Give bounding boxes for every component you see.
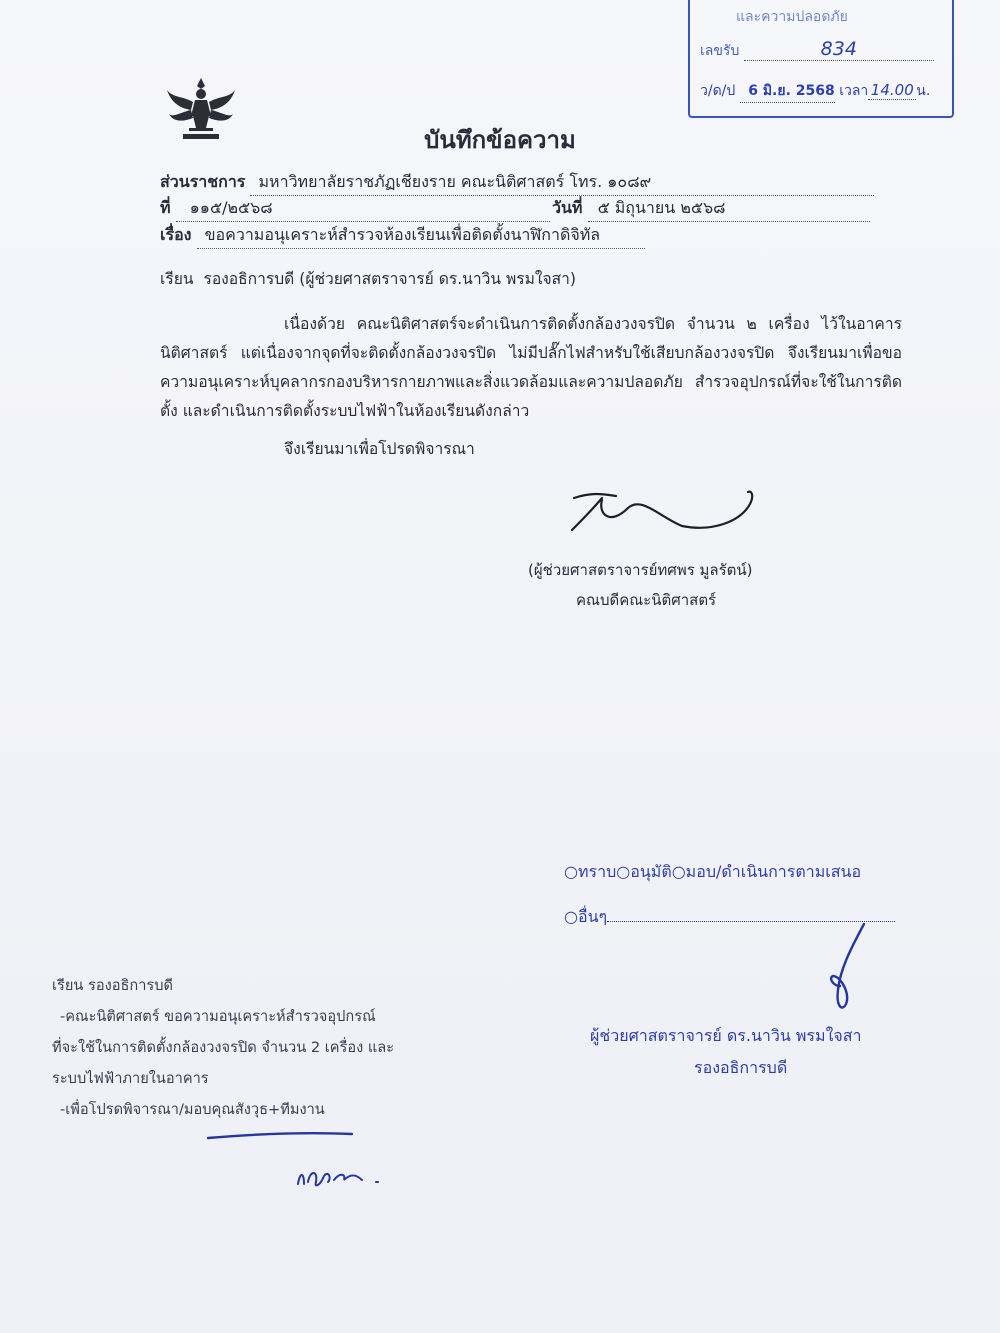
number-row [160, 196, 550, 222]
number-label: ที่ [160, 198, 171, 217]
option-other[interactable]: ○อื่นๆ [564, 907, 608, 926]
subject-row [160, 223, 645, 249]
receiving-stamp [688, 0, 954, 118]
dean-position: คณบดีคณะนิติศาสตร์ [576, 591, 717, 609]
number-value: ๑๑๕/๒๕๖๘ [176, 196, 550, 222]
option-approve[interactable]: ○อนุมัติ [616, 862, 672, 881]
department-value: มหาวิทยาลัยราชภัฏเชียงราย คณะนิติศาสตร์ โทร. ๑๐๘๙ [250, 170, 874, 196]
option-acknowledge[interactable]: ○ทราบ [564, 862, 617, 881]
department-row [160, 170, 880, 196]
stamp-time-label: เวลา [839, 83, 869, 99]
stamp-date-label: ว/ด/ป [700, 83, 736, 99]
body-paragraph-text: เนื่องด้วย คณะนิติศาสตร์จะดำเนินการติดตั้งกล้องวงจรปิด จำนวน ๒ เครื่อง ไว้ในอาคารนิติศาสตร์ แต่เนื่องจากจุดที่จะติดตั้งกล้องวงจรปิด ไม่มีปลั๊กไฟสำหรับใช้เสียบกล้องวงจรปิด จึงเรียนมาเพื่อขอความอนุเคราะห์บุคลากรกองบริหารกายภาพและสิ่งแวดล้อมและความปลอดภัย สำรวจอุปกรณ์ที่จะใช้ในการติดตั้ง และดำเนินการติดตั้งระบบไฟฟ้าในห้องเรียนดังกล่าว [160, 315, 902, 420]
date-label: วันที่ [552, 198, 583, 217]
closing-line: จึงเรียนมาเพื่อโปรดพิจารณา [284, 440, 475, 458]
dean-name: (ผู้ช่วยศาสตราจารย์ทศพร มูลรัตน์) [528, 561, 753, 579]
dean-signature [562, 486, 762, 538]
vice-president-signature [820, 920, 870, 1015]
date-value: ๕ มิถุนายน ๒๕๖๘ [588, 196, 870, 222]
note-line-5: -เพื่อโปรดพิจารณา/มอบคุณสังวุธ+ทีมงาน [60, 1101, 325, 1118]
note-line-1: เรียน รองอธิการบดี [52, 977, 174, 994]
note-line-3: ที่จะใช้ในการติดตั้งกล้องวงจรปิด จำนวน 2 เครื่อง และ [52, 1039, 395, 1056]
vice-president-position: รองอธิการบดี [694, 1058, 788, 1077]
date-row [552, 196, 870, 222]
document-title: บันทึกข้อความ [424, 126, 576, 154]
department-label: ส่วนราชการ [160, 172, 246, 191]
vice-president-name: ผู้ช่วยศาสตราจารย์ ดร.นาวิน พรมใจสา [590, 1026, 862, 1045]
routing-note [52, 970, 394, 1125]
stamp-time: 14.00 [868, 81, 916, 100]
salutation-label: เรียน [160, 270, 194, 288]
salutation [160, 266, 576, 291]
stamp-received-no: 834 [820, 38, 857, 60]
approval-options [564, 860, 861, 885]
option-assign[interactable]: ○มอบ/ดำเนินการตามเสนอ [671, 862, 862, 881]
note-underline [206, 1126, 356, 1142]
subject-label: เรื่อง [160, 225, 192, 244]
salutation-value: รองอธิการบดี (ผู้ช่วยศาสตราจารย์ ดร.นาวิน พรมใจสา) [203, 270, 577, 288]
stamp-date-row [700, 80, 930, 103]
stamp-received-row [700, 38, 940, 62]
subject-value: ขอความอนุเคราะห์สำรวจห้องเรียนเพื่อติดตั้งนาฬิกาดิจิทัล [197, 223, 645, 249]
stamp-office-line: และความปลอดภัย [736, 9, 848, 25]
stamp-date: 6 มิ.ย. 2568 [740, 80, 835, 103]
note-line-4: ระบบไฟฟ้าภายในอาคาร [52, 1070, 209, 1087]
body-paragraph [160, 310, 902, 426]
stamp-received-label: เลขรับ [700, 43, 740, 59]
initials-mark [292, 1162, 392, 1192]
note-line-2: -คณะนิติศาสตร์ ขอความอนุเคราะห์สำรวจอุปกรณ์ [60, 1008, 376, 1025]
stamp-time-suffix: น. [916, 83, 931, 99]
